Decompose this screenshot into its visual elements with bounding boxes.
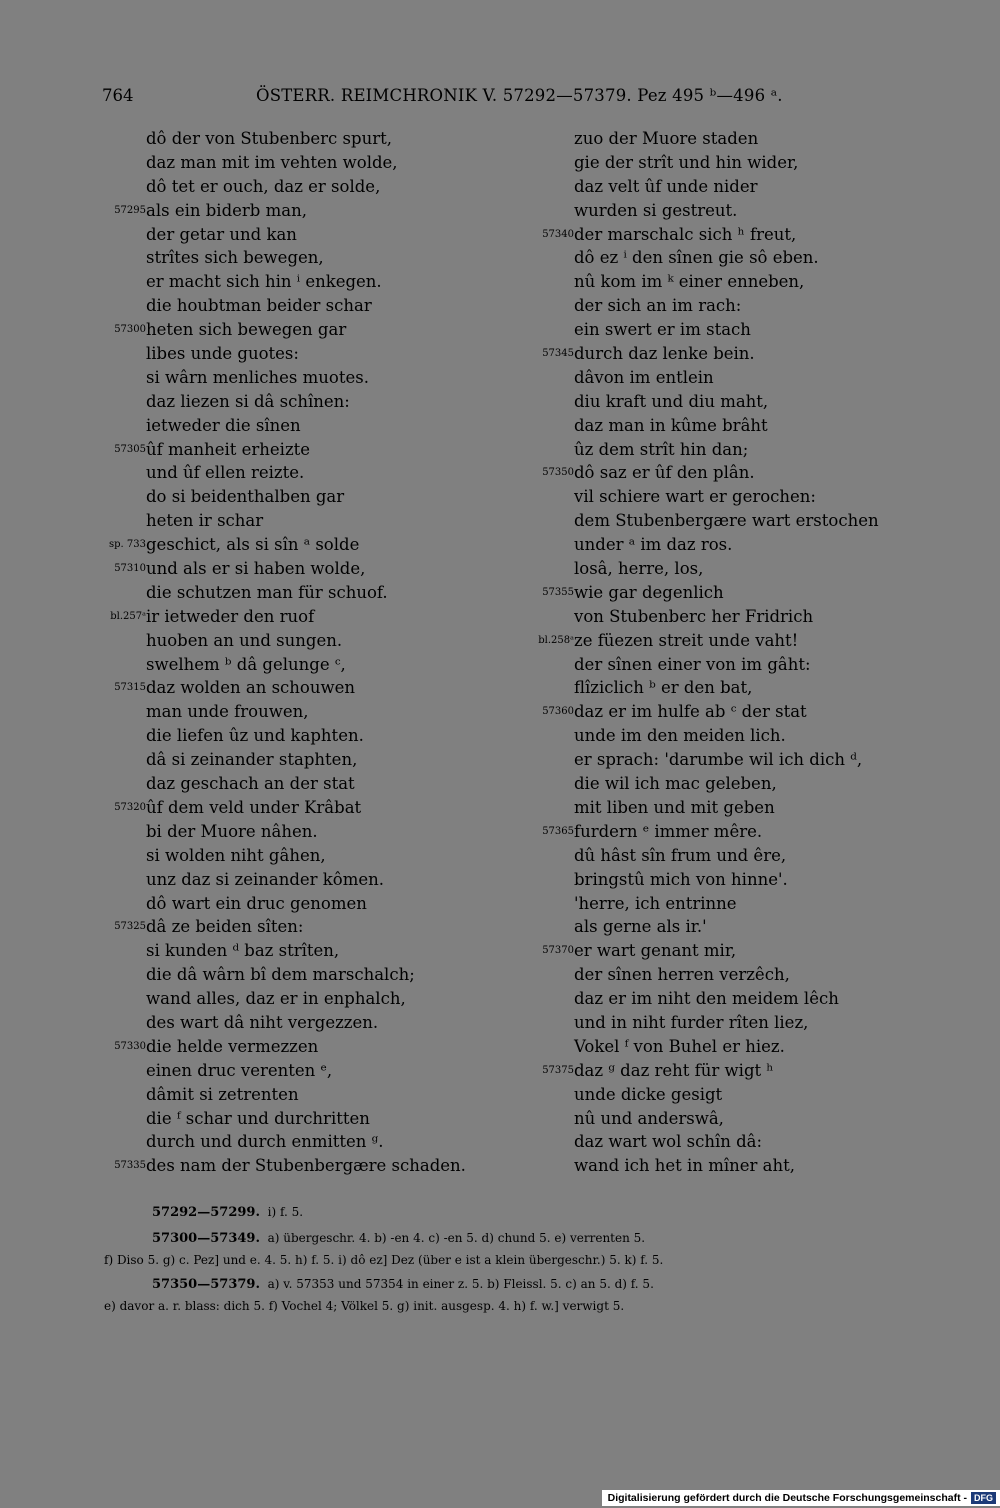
verse-text: geschict, als si sîn ᵃ solde (146, 535, 360, 555)
verse-text: heten ir schar (146, 511, 264, 531)
verse-line (532, 581, 972, 605)
verse-line (532, 509, 972, 533)
verse-text: daz man in kûme brâht (574, 415, 768, 435)
verse-text: daz wart wol schîn dâ: (574, 1132, 763, 1152)
verse-line (104, 629, 544, 653)
footnote-row (152, 1231, 645, 1246)
footnote-text: f) Diso 5. g) c. Pez] und e. 4. 5. h) f. 5. i) dô ez] Dez (über e ist a klein übergeschr.) 5. k) f. 5. (104, 1253, 664, 1267)
verse-line (532, 772, 972, 796)
verse-line (104, 1011, 544, 1035)
verse-line (104, 581, 544, 605)
verse-line (104, 844, 544, 868)
line-number: 57295 (114, 204, 146, 216)
verse-text: strîtes sich bewegen, (146, 248, 324, 268)
verse-text: huoben an und sungen. (146, 630, 343, 650)
verse-text: des wart dâ niht vergezzen. (146, 1012, 379, 1032)
verse-text: und in niht furder rîten liez, (574, 1012, 809, 1032)
footnote-row (152, 1205, 303, 1220)
verse-line (104, 485, 544, 509)
verse-text: nû kom im ᵏ einer enneben, (574, 272, 805, 292)
verse-line (532, 127, 972, 151)
verse-line (104, 223, 544, 247)
verse-line (532, 175, 972, 199)
verse-text: der getar und kan (146, 224, 297, 244)
verse-text: ûf dem veld under Krâbat (146, 797, 362, 817)
verse-line (532, 796, 972, 820)
verse-text: dâ si zeinander staphten, (146, 750, 358, 770)
line-number: 57350 (542, 467, 574, 479)
verse-text: einen druc verenten ᵉ, (146, 1060, 333, 1080)
verse-text: mit liben und mit geben (574, 797, 775, 817)
verse-line (104, 246, 544, 270)
verse-line (532, 1011, 972, 1035)
verse-line (104, 151, 544, 175)
verse-text: dâ ze beiden sîten: (146, 917, 304, 937)
verse-line (104, 509, 544, 533)
verse-line (532, 557, 972, 581)
footnote-text: e) davor a. r. blass: dich 5. f) Vochel 4; Völkel 5. g) init. ausgesp. 4. h) f. w.] verwigt 5. (104, 1299, 625, 1313)
verse-line (104, 342, 544, 366)
line-number: sp. 733 (109, 539, 146, 551)
verse-text: si wârn menliches muotes. (146, 367, 369, 387)
verse-line (104, 939, 544, 963)
verse-line (104, 1154, 544, 1178)
verse-line (104, 1035, 544, 1059)
footnote-range: 57350—57379. (152, 1277, 260, 1292)
verse-text: wand ich het in mîner aht, (574, 1156, 795, 1176)
verse-text: der sînen herren verzêch, (574, 965, 790, 985)
verse-line (104, 533, 544, 557)
footnote-range: 57300—57349. (152, 1231, 260, 1246)
verse-line (532, 151, 972, 175)
footnote-text: i) f. 5. (267, 1205, 304, 1219)
verse-text: dô wart ein druc genomen (146, 893, 367, 913)
verse-line (532, 246, 972, 270)
verse-text: dô ez ⁱ den sînen gie sô eben. (574, 248, 819, 268)
verse-text: dâmit si zetrenten (146, 1084, 299, 1104)
verse-line (532, 939, 972, 963)
verse-line (532, 748, 972, 772)
verse-text: diu kraft und diu maht, (574, 391, 769, 411)
verse-text: vil schiere wart er gerochen: (574, 487, 816, 507)
verse-line (532, 438, 972, 462)
verse-line (104, 390, 544, 414)
verse-line (532, 318, 972, 342)
verse-text: heten sich bewegen gar (146, 320, 347, 340)
verse-text: daz velt ûf unde nider (574, 176, 758, 196)
verse-line (104, 557, 544, 581)
line-number: 57375 (542, 1064, 574, 1076)
line-number: 57315 (114, 682, 146, 694)
verse-text: wurden si gestreut. (574, 200, 738, 220)
verse-line (532, 1083, 972, 1107)
dfg-logo-icon: DFG (971, 1492, 996, 1504)
verse-text: die helde vermezzen (146, 1036, 319, 1056)
verse-line (532, 294, 972, 318)
line-number: 57345 (542, 348, 574, 360)
verse-line (532, 844, 972, 868)
verse-text: durch daz lenke bein. (574, 344, 755, 364)
verse-line (104, 772, 544, 796)
verse-text: daz er im niht den meidem lêch (574, 989, 839, 1009)
verse-line (532, 270, 972, 294)
verse-line (532, 223, 972, 247)
verse-line (532, 892, 972, 916)
verse-text: gie der strît und hin wider, (574, 152, 799, 172)
footnote-text: a) v. 57353 und 57354 in einer z. 5. b) Fleissl. 5. c) an 5. d) f. 5. (267, 1277, 654, 1291)
verse-text: der sînen einer von im gâht: (574, 654, 811, 674)
verse-text: bi der Muore nâhen. (146, 821, 318, 841)
verse-text: der sich an im rach: (574, 296, 742, 316)
line-number: bl.257ᵃ (110, 610, 146, 622)
verse-line (104, 199, 544, 223)
verse-line (104, 724, 544, 748)
verse-text: nû und anderswâ, (574, 1108, 724, 1128)
page-number: 764 (102, 86, 134, 105)
verse-text: si kunden ᵈ baz strîten, (146, 941, 340, 961)
verse-text: die ᶠ schar und durchritten (146, 1108, 370, 1128)
verse-line (532, 1154, 972, 1178)
verse-text: er wart genant mir, (574, 941, 737, 961)
verse-text: dû hâst sîn frum und êre, (574, 845, 787, 865)
verse-line (104, 868, 544, 892)
verse-line (104, 414, 544, 438)
line-number: 57355 (542, 586, 574, 598)
verse-line (532, 724, 972, 748)
verse-text: der marschalc sich ʰ freut, (574, 224, 797, 244)
footnote-range: 57292—57299. (152, 1205, 260, 1220)
line-number: bl.258ᵃ (538, 634, 574, 646)
verse-line (532, 1059, 972, 1083)
verse-line (532, 1130, 972, 1154)
verse-line (532, 1035, 972, 1059)
running-title: ÖSTERR. REIMCHRONIK V. 57292—57379. Pez 495 ᵇ—496 ᵃ. (256, 86, 783, 105)
verse-line (104, 318, 544, 342)
line-number: 57335 (114, 1160, 146, 1172)
verse-line (532, 533, 972, 557)
verse-text: ûz dem strît hin dan; (574, 439, 749, 459)
line-number: 57300 (114, 324, 146, 336)
verse-text: dô saz er ûf den plân. (574, 463, 755, 483)
footnote-row (104, 1299, 624, 1313)
verse-line (104, 366, 544, 390)
verse-text: die houbtman beider schar (146, 296, 372, 316)
verse-line (532, 653, 972, 677)
verse-line (104, 1107, 544, 1131)
verse-text: daz er im hulfe ab ᶜ der stat (574, 702, 807, 722)
right-verse-column (532, 127, 972, 1178)
verse-line (104, 748, 544, 772)
verse-text: daz wolden an schouwen (146, 678, 355, 698)
verse-text: dâvon im entlein (574, 367, 714, 387)
verse-line (532, 987, 972, 1011)
verse-text: er sprach: 'darumbe wil ich dich ᵈ, (574, 750, 863, 770)
verse-line (104, 127, 544, 151)
verse-text: ietweder die sînen (146, 415, 301, 435)
verse-text: die wil ich mac geleben, (574, 774, 777, 794)
verse-line (104, 700, 544, 724)
verse-line (104, 963, 544, 987)
footnote-row (152, 1277, 654, 1292)
verse-text: do si beidenthalben gar (146, 487, 345, 507)
verse-text: daz ᵍ daz reht für wigt ʰ (574, 1060, 774, 1080)
verse-line (532, 915, 972, 939)
verse-line (532, 868, 972, 892)
verse-line (104, 605, 544, 629)
verse-line (532, 485, 972, 509)
page-header (0, 86, 1000, 110)
verse-text: die schutzen man für schuof. (146, 582, 388, 602)
line-number: 57320 (114, 801, 146, 813)
verse-text: von Stubenberc her Fridrich (574, 606, 814, 626)
line-number: 57360 (542, 706, 574, 718)
verse-text: bringstû mich von hinne'. (574, 869, 788, 889)
verse-line (104, 915, 544, 939)
verse-line (532, 390, 972, 414)
verse-text: die dâ wârn bî dem marschalch; (146, 965, 415, 985)
verse-text: des nam der Stubenbergære schaden. (146, 1156, 466, 1176)
verse-text: er macht sich hin ⁱ enkegen. (146, 272, 382, 292)
verse-text: ir ietweder den ruof (146, 606, 315, 626)
verse-text: als gerne als ir.' (574, 917, 707, 937)
verse-text: dô tet er ouch, daz er solde, (146, 176, 381, 196)
verse-text: flîziclich ᵇ er den bat, (574, 678, 753, 698)
verse-text: und ûf ellen reizte. (146, 463, 305, 483)
line-number: 57365 (542, 825, 574, 837)
verse-line (104, 987, 544, 1011)
line-number: 57310 (114, 563, 146, 575)
verse-text: daz liezen si dâ schînen: (146, 391, 350, 411)
verse-text: wand alles, daz er in enphalch, (146, 989, 406, 1009)
verse-text: als ein biderb man, (146, 200, 307, 220)
line-number: 57325 (114, 921, 146, 933)
verse-line (104, 653, 544, 677)
verse-line (104, 676, 544, 700)
verse-text: ûf manheit erheizte (146, 439, 311, 459)
line-number: 57330 (114, 1040, 146, 1052)
verse-line (104, 892, 544, 916)
verse-text: furdern ᵉ immer mêre. (574, 821, 763, 841)
line-number: 57370 (542, 945, 574, 957)
verse-text: dem Stubenbergære wart erstochen (574, 511, 879, 531)
verse-text: Vokel ᶠ von Buhel er hiez. (574, 1036, 785, 1056)
verse-text: daz geschach an der stat (146, 774, 355, 794)
verse-text: unz daz si zeinander kômen. (146, 869, 385, 889)
verse-line (532, 461, 972, 485)
verse-text: durch und durch enmitten ᵍ. (146, 1132, 384, 1152)
verse-text: zuo der Muore staden (574, 129, 759, 148)
verse-line (104, 820, 544, 844)
verse-line (104, 294, 544, 318)
verse-line (104, 175, 544, 199)
verse-line (532, 1107, 972, 1131)
line-number: 57340 (542, 228, 574, 240)
verse-line (532, 700, 972, 724)
verse-text: under ᵃ im daz ros. (574, 535, 733, 555)
verse-line (532, 676, 972, 700)
line-number: 57305 (114, 443, 146, 455)
footnote-row (104, 1253, 663, 1267)
verse-text: si wolden niht gâhen, (146, 845, 326, 865)
verse-text: wie gar degenlich (574, 582, 724, 602)
verse-line (104, 1130, 544, 1154)
verse-text: daz man mit im vehten wolde, (146, 152, 398, 172)
left-verse-column (104, 127, 544, 1178)
dfg-footer (602, 1490, 1000, 1506)
verse-line (532, 366, 972, 390)
verse-text: unde dicke gesigt (574, 1084, 723, 1104)
verse-text: ze füezen streit unde vaht! (574, 630, 799, 650)
verse-line (104, 796, 544, 820)
verse-line (532, 342, 972, 366)
footer-text: Digitalisierung gefördert durch die Deutsche Forschungsgemeinschaft - (607, 1492, 967, 1504)
verse-line (532, 963, 972, 987)
verse-line (532, 605, 972, 629)
verse-text: die liefen ûz und kaphten. (146, 726, 364, 746)
verse-text: und als er si haben wolde, (146, 559, 366, 579)
verse-text: libes unde guotes: (146, 344, 299, 364)
verse-text: unde im den meiden lich. (574, 726, 786, 746)
verse-text: ein swert er im stach (574, 320, 751, 340)
verse-text: 'herre, ich entrinne (574, 893, 737, 913)
verse-line (532, 629, 972, 653)
verse-line (104, 270, 544, 294)
verse-line (532, 414, 972, 438)
footnote-text: a) übergeschr. 4. b) -en 4. c) -en 5. d) chund 5. e) verrenten 5. (267, 1231, 646, 1245)
verse-text: losâ, herre, los, (574, 559, 704, 579)
verse-line (104, 1083, 544, 1107)
verse-line (104, 438, 544, 462)
verse-line (532, 820, 972, 844)
verse-line (532, 199, 972, 223)
verse-line (104, 461, 544, 485)
verse-text: dô der von Stubenberc spurt, (146, 129, 392, 148)
verse-text: swelhem ᵇ dâ gelunge ᶜ, (146, 654, 346, 674)
verse-line (104, 1059, 544, 1083)
verse-text: man unde frouwen, (146, 702, 309, 722)
